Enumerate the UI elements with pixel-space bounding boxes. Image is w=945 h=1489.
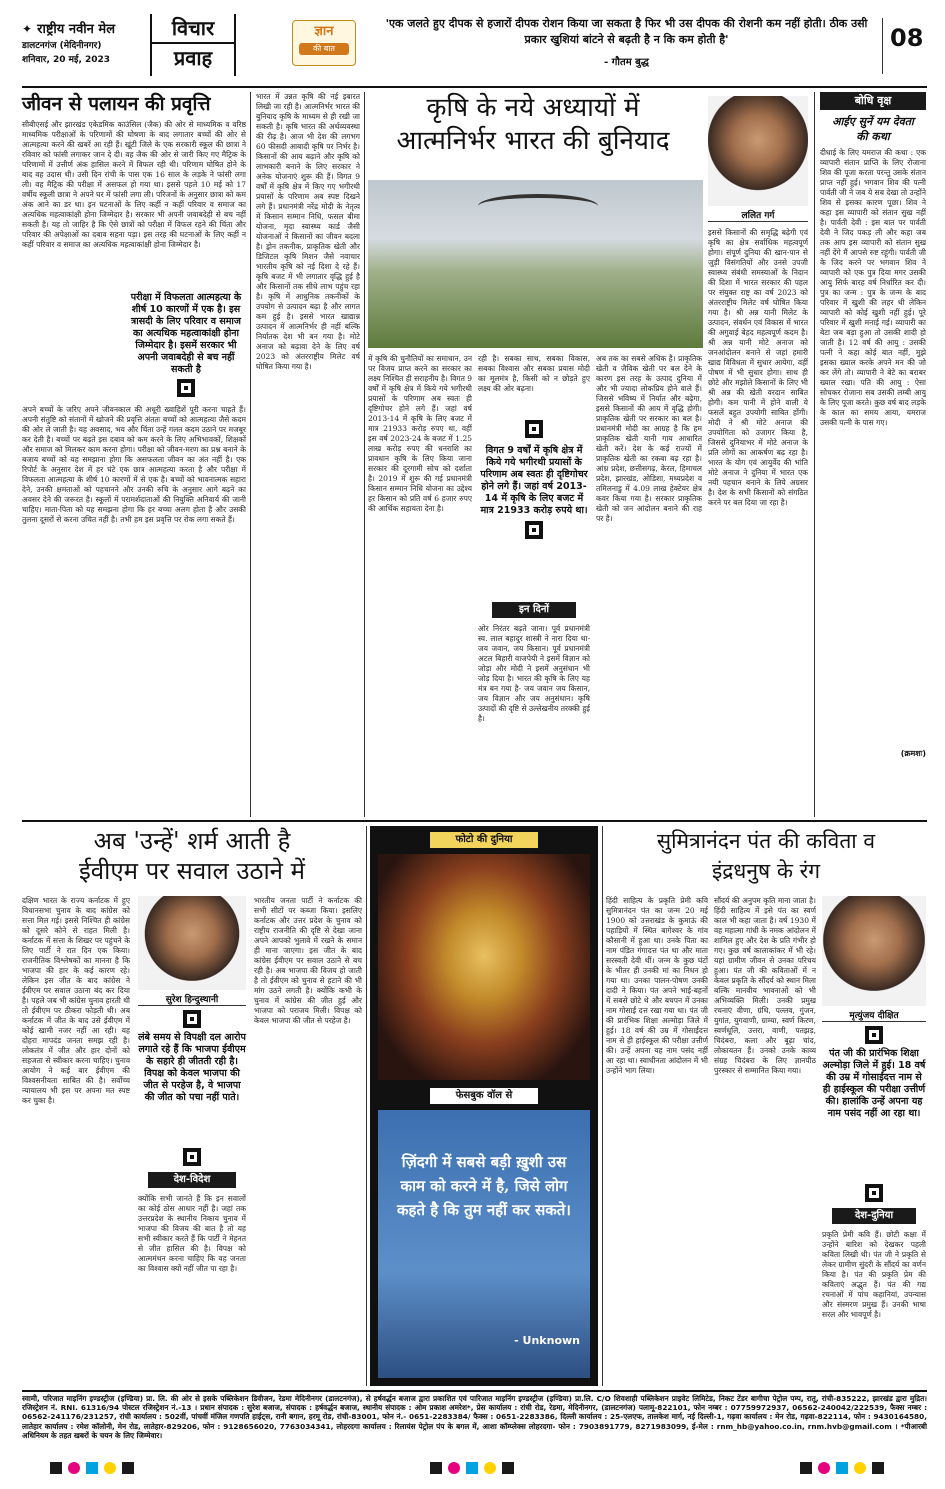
color-dot xyxy=(502,1462,514,1474)
color-dots-mid xyxy=(430,1462,514,1474)
pant-headline-1: सुमित्रानंदन पंत की कविता व xyxy=(656,829,876,853)
sidebar-title-2: की कथा xyxy=(856,130,890,143)
masthead xyxy=(0,0,945,88)
evm-author-name: सुरेश हिन्दुस्थानी xyxy=(138,992,246,1006)
sidebar-title-1: आईए सुनें यम देवता xyxy=(832,115,914,128)
color-dot xyxy=(854,1462,866,1474)
bird-icon: ✦ xyxy=(22,22,33,36)
pant-col-a: हिंदी साहित्य के प्रकृति प्रेमी कवि सुमित्रानंदन पंत का जन्म 20 मई 1900 को उत्तराखंड के कुमाऊं की पहाड़ियों में स्थित बागेश्वर के गांव कौसानी में हुआ था। उनके पिता का नाम पंडित गंगादत्त पंत था और माता सरस्वती देवी थीं। जन्म के कुछ घंटों के भीतर ही उनकी मां का निधन हो गया था। उनका पालन-पोषण उनकी दादी ने किया। पंत अपने भाई-बहनों में सबसे छोटे थे और बचपन में उनका नाम गोसाईं दत्त रखा गया था। पंत जी की प्रारंभिक शिक्षा अल्मोड़ा जिले में हुई। 18 वर्ष की उम्र में गोसाईंदत्त नाम से ही हाईस्कूल की परीक्षा उत्तीर्ण की। उन्हें अपना यह नाम पसंद नहीं आ रहा था। स्वाधीनता आंदोलन में भी उन्होंने भाग लिया। xyxy=(606,896,708,1075)
agri-pull-quote-text: विगत 9 वर्षों में कृषि क्षेत्र में किये गये भगीरथी प्रयासों के परिणाम अब स्वतः ही दृष्टिगोचर होने लगे हैं। जहां वर्ष 2013-14 में कृषि के लिए बजट में मात्र 21933 करोड़ रुपये था। xyxy=(480,445,588,516)
facebook-wall-label: फेसबुक वॉल से xyxy=(430,1088,538,1104)
bullet-square-icon xyxy=(525,521,543,539)
pant-headline-2: इंद्रधनुष के रंग xyxy=(711,859,821,883)
evm-col-a: दक्षिण भारत के राज्य कर्नाटक में हुए विधानसभा चुनाव के बाद कांग्रेस को सत्ता मिल गई। इससे निश्चित ही कांग्रेस को दूसरे कोने से राहत मिली है। कर्नाटक में सत्ता के शिखर पर पहुंचने के लिए पार्टी ने रात दिन एक किया। राजनीतिक विश्लेषकों का मानना है कि भाजपा की हार के कई कारण रहे। लेकिन इस जीत के बाद कांग्रेस ने ईवीएम पर सवाल उठाना बंद कर दिया है। पहले जब भी कांग्रेस चुनाव हारती थी तो ईवीएम पर ठीकरा फोड़ती थी। अब कर्नाटक में जीत के बाद उसे ईवीएम में कोई खामी नजर नहीं आ रही। यह दोहरा मापदंड जनता समझ रही है। लोकतंत्र में जीत और हार दोनों को सहजता से स्वीकार करना चाहिए। चुनाव आयोग ने कई बार ईवीएम की विश्वसनीयता साबित की है। सर्वोच्च न्यायालय भी इस पर अपना मत स्पष्ट कर चुका है। xyxy=(22,896,130,1105)
bullet-square-icon xyxy=(183,1010,201,1028)
gyan-ki-baat-badge xyxy=(292,20,356,66)
color-dot xyxy=(68,1462,80,1474)
evm-headline-1: अब 'उन्हें' शर्म आती है xyxy=(93,827,291,855)
desh-duniya-tag: देश-दुनिया xyxy=(832,1208,916,1224)
bullet-square-icon xyxy=(525,420,543,438)
bullet-square-icon xyxy=(865,1026,883,1044)
agri-col-a: में कृषि की चुनौतियों का समाधान, उन पर विजय प्राप्त करने का सरकार का लक्ष्य निश्चित ही सराहनीय है। विगत 9 वर्षों में कृषि क्षेत्र में किये गये भगीरथी प्रयासों के परिणाम अब स्वतः ही दृष्टिगोचर होने लगे हैं। जहां वर्ष 2013-14 में कृषि के लिए बजट में मात्र 21933 करोड़ रुपए था, वहीं इस वर्ष 2023-24 के बजट में 1.25 लाख करोड़ रुपए की धनराशि का प्रावधान कृषि के लिए किया जाना सरकार की दूरगामी सोच को दर्शाता है। 2019 में शुरू की गई प्रधानमंत्री किसान सम्मान निधि योजना का उद्देश्य हर किसान को प्रति वर्ष 6 हजार रुपए की आर्थिक सहायता देना है। xyxy=(368,354,472,513)
facebook-quote-card xyxy=(378,1110,590,1378)
color-dot xyxy=(800,1462,812,1474)
drone-icon xyxy=(478,194,598,218)
sidebar-body: दीधाई के लिए यमराज की कथा : एक व्यापारी संतान प्राप्ति के लिए रोजाना शिव की पूजा करता परन्तु उसके संतान प्राप्त नहीं हुई। भगवान शिव की पत्नी पार्वती जी ने जब ये सब देखा तो उन्होंने शिव से इसका कारण पूछा। शिव ने कहा इस व्यापारी को संतान सुख नहीं है। पार्वती देवी : इस बात पर पार्वती देवी ने जिद पकड़ ली और कहा जब तक आप इस व्यापारी को संतान सुख नहीं देंगे मैं आपसे रुष्ट रहूंगी। पार्वती जी के जिद करने पर भगवान शिव ने व्यापारी को एक पुत्र दिया मगर उसकी आयु सिर्फ बारह वर्ष निर्धारित कर दी। पुत्र का जन्म : पुत्र के जन्म के बाद परिवार में खुशी की लहर थी लेकिन व्यापारी को कोई खुशी नहीं हुई। पूरे परिवार में खुशी मनाई गई। व्यापारी का बेटा जब बड़ा हुआ तो उसकी शादी हो जाती है। 12 वर्ष की आयु : उसकी पत्नी ने कहा कोई बात नहीं, मुझे इसका ख्याल करके अपने मन की जो कर लेंगे तो। व्यापारी ने बेटे का बराबर ख्याल रखा। पति की आयु : ऐसा सोचकर रोजाना सब उसकी लम्बी आयु के लिए पूजा करते। कुछ वर्ष बाद लड़के के काल का समय आया, यमराज उसकी पत्नी के पास गए। xyxy=(820,148,926,427)
pull-quote-text: परीक्षा में विफलता आत्महत्या के शीर्ष 10 कारणों में एक है। इस त्रासदी के लिए परिवार व समाज का अत्यधिक महत्वाकांक्षी होना जिम्मेदार है। इसमें सरकार भी अपनी जवाबदेही से बच नहीं सकती है xyxy=(130,292,242,375)
sidebar-header: बोधि वृक्ष xyxy=(820,92,926,110)
agri-col-b-top: रही है। सबका साथ, सबका विकास, सबका विश्वास और सबका प्रयास मोदी का मूलमंत्र है, किसी को न छोड़ते हुए लक्ष्य की ओर बढ़ना। xyxy=(478,354,590,393)
registration-color-bar xyxy=(0,1456,945,1486)
masthead-quote: 'एक जलते हुए दीपक से हजारों दीपक रोशन किया जा सकता है फिर भी उस दीपक की रोशनी कम नहीं होती। ठीक उसी प्रकार खुशियां बांटने से बढ़ती है न कि कम होती है' xyxy=(385,17,868,46)
color-dots-right xyxy=(800,1462,884,1474)
bullet-square-icon xyxy=(183,1148,201,1166)
photo-world xyxy=(370,826,598,1386)
edition-line: डालटनगंज (मेदिनीनगर) xyxy=(22,41,102,51)
author-name: ललित गर्ग xyxy=(708,208,808,222)
color-dot xyxy=(430,1462,442,1474)
facebook-quote-text: ज़िंदगी में सबसे बड़ी ख़ुशी उस काम को करने में है, जिसे लोग कहते है कि तुम नहीं कर सकते। xyxy=(397,1153,571,1219)
article-body-1: सीबीएसई और झारखंड एकेडमिक काउंसिल (जैक) की ओर से माध्यमिक व वरिष्ठ माध्यमिक परीक्षाओं के परिणामों की घोषणा के बाद लगातार बच्चों की ओर से आत्महत्या करने की खबरें आ रही हैं। खूंटी जिले के एक सरकारी स्कूल की छात्रा ने रविवार को फांसी लगाकर जान दे दी। वह जैक की ओर से जारी किए गए मैट्रिक के परिणामों में उत्तीर्ण अंक हासिल करने में विफल रही थी। परिणाम घोषित होने के बाद वह उदास थी। उसी दिन रांची के पास एक 16 साल के लड़के ने फांसी लगा ली। वह मैट्रिक की परीक्षा में असफल हो गया था। इससे पहले 10 मई को 17 वर्षीय स्कूली छात्रा ने अपने घर में फांसी लगा ली। परिजनों के अनुसार छात्रा को कम अंक आने का डर था। इन घटनाओं के लिए कहीं न कहीं परिवार व समाज का अत्यधिक महत्वाकांक्षी होना जिम्मेदार है। सरकार भी अपनी जवाबदेही से बच नहीं सकती है। यह तो जाहिर है कि ऐसे छात्रों को परीक्षा में विफल रहने की चिंता और परिवार की अपेक्षाओं का दबाव सहना पड़ा। इस तरह की घटनाओं के लिए कहीं न कहीं परिवार व समाज का अत्यधिक महत्वाकांक्षी होना जिम्मेदार है। xyxy=(22,120,246,249)
pant-author-name: मृत्युंजय दीक्षित xyxy=(822,1008,926,1022)
agri-col-c: अब तक का सबसे अधिक है। प्राकृतिक खेती व जैविक खेती पर बल देने के कारण इस तरह के उत्पाद दुनिया में और भी ज्यादा लोकप्रिय होने वाले हैं। जिससे भविष्य में निर्यात और बढ़ेगा, इससे किसानों की आय में वृद्धि होगी। प्राकृतिक खेती पर सरकार का बल है। प्रधानमंत्री मोदी का आग्रह है कि हम प्राकृतिक खेती यानी गाय आधारित खेती करें। देश के कई राज्यों में प्राकृतिक खेती का रकबा बढ़ रहा है। आंध्र प्रदेश, छत्तीसगढ़, केरल, हिमाचल प्रदेश, झारखंड, ओडिशा, मध्यप्रदेश व तमिलनाडु में 4.09 लाख हेक्टेयर क्षेत्र कवर किया गया है। सरकार प्राकृतिक खेती को जन आंदोलन बनाने की राह पर है। xyxy=(596,354,702,523)
pull-quote-box xyxy=(126,292,246,401)
in-dinon-tag: इन दिनों xyxy=(492,602,576,618)
photo-world-label: फोटो की दुनिया xyxy=(430,832,538,848)
agri-pull-quote xyxy=(478,420,590,543)
color-dots-left xyxy=(50,1462,134,1474)
pant-pull-quote: पंत जी की प्रारंभिक शिक्षा अल्मोड़ा जिले में हुई। 18 वर्ष की उम्र में गोसाईंदत्त नाम से ही हाईस्कूल की परीक्षा उत्तीर्ण की। हालांकि उन्हें अपना यह नाम पसंद नहीं आ रहा था। xyxy=(822,1048,926,1119)
author-photo-lalit-garg xyxy=(708,96,808,206)
article-body-2: अपने बच्चों के जरिए अपने जीवनकाल की अधूरी ख्वाहिशें पूरी करना चाहते हैं। अपनी संतुष्टि को संतानों में खोजने की प्रवृत्ति अंततः बच्चों को आत्महत्या जैसे कदम की ओर ले जाती है। यह अवसाद, भय और चिंता उन्हें गलत कदम उठाने पर मजबूर कर देती है। बच्चों पर बढ़ते इस दबाव को कम करने के लिए अभिभावकों, शिक्षकों और समाज को मिलकर काम करना होगा। परीक्षा को जीवन-मरण का प्रश्न बनाने के बजाय बच्चों को यह समझाना होगा कि असफलता जीवन का अंत नहीं है। एक रिपोर्ट के अनुसार देश में हर घंटे एक छात्र आत्महत्या करता है और परीक्षा में विफलता आत्महत्या के शीर्ष 10 कारणों में से एक है। बच्चों को भावनात्मक सहारा देने, उनकी क्षमताओं को पहचानने और उनकी रुचि के अनुसार आगे बढ़ने का अवसर देने की जरूरत है। स्कूलों में परामर्शदाताओं की नियुक्ति अनिवार्य की जानी चाहिए। माता-पिता को यह समझना होगा कि हर बच्चा अलग होता है और उसकी तुलना दूसरों से करना उचित नहीं है। तभी हम इस प्रवृत्ति पर रोक लगा सकते हैं। xyxy=(22,405,246,524)
author-photo-suresh xyxy=(138,896,246,990)
masthead-quote-author: - गौतम बुद्ध xyxy=(604,57,649,68)
footer-imprint: स्वामी, परिजात माइनिंग इण्डस्ट्रीज (इण्डिया) प्रा. लि. की ओर से इसके पब्लिकेशन डिवीजन, रेडमा मेदिनीनगर (डालटनगंज), से हर्षवर्द्धन बजाज द्वारा प्रकाशित एवं पारिजात माइनिंग इण्डस्ट्रीज (इण्डिया) प्रा.लि. C/O शिवशाही पब्लिकेशन प्राइवेट लिमिटेड, निकट टेंडर बागीचा पेट्रोल पम्प, रातू, रांची-835222, झारखंड द्वारा मुद्रित। रजिस्ट्रेशन नं. RNI. 61316/94 पोस्टल रजिस्ट्रेशन नं.-13 । प्रधान संपादक : सुरेश बजाज, संपादक : हर्षवर्द्धन बजाज, स्थानीय संपादक : ओम प्रकाश अमरेश*, प्रेस कार्यालय : रांची रोड, रेडमा, मेदिनीनगर, (डालटनगंज) पलामू-822101, फोन नम्बर : 07759972937, 06562-240042/222539, फैक्स नम्बर : 06562-241176/231257, रांची कार्यालय : 502वीं, पांचवीं मंजिल गणपति हाईट्स, रानी बगान, हरमू रोड, रांची-83001, फोन नं.- 0651-2283384/ फैक्स : 0651-2283386, दिल्ली कार्यालय : 25-एलएफ, तालकेश मार्ग, नई दिल्ली-1, गढ़वा कार्यालय : मेन रोड, गढ़वा-822114, फोन : 9430164580, लातेहार कार्यालय : रमेश कॉलोनी, मेन रोड, लातेहार-829206, फोन : 9128656020, 7763034341, लोहरदगा कार्यालय : रिलायंस पेट्रोल पंप के बगल में, आशा कॉम्प्लेक्स लोहरदगा- फोन : 7903891779, 8271983099, ई-मेल : rnm_hb@yahoo.co.in, rnm.hvb@gmail.com । *पीआरबी अधिनियम के तहत खबरों के चयन के लिए जिम्मेवार। xyxy=(22,1394,927,1440)
color-dot xyxy=(104,1462,116,1474)
color-dot xyxy=(818,1462,830,1474)
pant-col-b: सौंदर्य की अनुपम कृति माना जाता है। हिंदी साहित्य में इसे पंत का स्वर्ण काल भी कहा जाता है। वर्ष 1930 में वह महात्मा गांधी के नमक आंदोलन में शामिल हुए और देश के प्रति गंभीर हो गए। कुछ वर्ष कालाकांकर में भी रहे। यहां ग्रामीण जीवन से उनका परिचय हुआ। पंत जी की कविताओं में न केवल प्रकृति के सौंदर्य को स्थान मिला बल्कि मानवीय भावनाओं को भी अभिव्यक्ति मिली। उनकी प्रमुख रचनाएं वीणा, ग्रंथि, पल्लव, गुंजन, युगांत, युगवाणी, ग्राम्या, स्वर्ण किरण, स्वर्णधूलि, उत्तरा, वाणी, पतझड़, चिदंबरा, कला और बूढ़ा चांद, लोकायतन हैं। उनको उनके काव्य संग्रह चिदंबरा के लिए ज्ञानपीठ पुरस्कार से सम्मानित किया गया। xyxy=(714,896,816,1075)
deity-photo xyxy=(378,854,590,1080)
color-dot xyxy=(836,1462,848,1474)
sidebar-continued: (क्रमशः) xyxy=(900,749,926,758)
pant-col-c: प्रकृति प्रेमी कवि हैं। छोटी कक्षा में उन्होंने बारिश को देखकर पहली कविता लिखी थी। पंत जी ने प्रकृति से लेकर ग्रामीण सुंदरी के सौंदर्य का वर्णन किया है। पंत की प्रकृति प्रेम की कविताएं अद्भुत हैं। पंत की गद्य रचनाओं में पांच कहानियां, उपन्यास और संस्मरण प्रमुख हैं। उनकी भाषा सरल और भावपूर्ण है। xyxy=(822,1230,926,1319)
date-line: शनिवार, 20 मई, 2023 xyxy=(22,55,111,65)
gyan-label: ज्ञान xyxy=(314,24,334,39)
agri-col-b-bottom: ओर निरंतर बढ़ते जाना। पूर्व प्रधानमंत्री स्व. लाल बहादुर शास्त्री ने नारा दिया था- जय जवान, जय किसान। पूर्व प्रधानमंत्री अटल बिहारी वाजपेयी ने इसमें विज्ञान को जोड़ा और मोदी ने इसमें अनुसंधान भी जोड़ दिया है। भारत की कृषि के लिए यह मंत्र बन गया है- जय जवान जय किसान, जय विज्ञान और जय अनुसंधान। कृषि उत्पादों की दृष्टि से उल्लेखनीय तरक्की हुई है। xyxy=(478,624,590,723)
color-dot xyxy=(86,1462,98,1474)
desh-videsh-tag: देश-विदेश xyxy=(148,1172,236,1188)
paper-name: राष्ट्रीय नवीन मेल xyxy=(37,22,116,37)
bodhi-vriksh-sidebar xyxy=(820,92,926,817)
color-dot xyxy=(50,1462,62,1474)
color-dot xyxy=(484,1462,496,1474)
section-box xyxy=(150,14,236,76)
article-pant xyxy=(606,826,926,1386)
evm-col-c: भारतीय जनता पार्टी ने कर्नाटक की सभी सीटों पर कब्जा किया। इसलिए कर्नाटक और उत्तर प्रदेश के चुनाव को राष्ट्रीय राजनीति की दृष्टि से देखा जाना अपने आपको भुलावे में रखने के समान ही माना जाएगा। इस जीत के बाद कांग्रेस ईवीएम पर सवाल उठाने से बच रही है। अब भाजपा की विजय हो जाती है तो ईवीएम को चुनाव से हटाने की भी मांग उठने लगती है। क्योंकि कभी के चुनाव में कांग्रेस की जीत हुई और भाजपा को पराजय मिली। विपक्ष को केवल भाजपा की जीत से परहेज है। xyxy=(254,896,362,1025)
agri-headline-2: आत्मनिर्भर भारत की बुनियाद xyxy=(396,126,670,156)
page-number: 08 xyxy=(890,24,924,52)
evm-col-b-bottom: क्योंकि सभी जानते हैं कि इन सवालों का कोई ठोस आधार नहीं है। जहां तक उत्तरप्रदेश के स्थानीय निकाय चुनाव में भाजपा की विजय की बात है तो यह सभी स्वीकार करते हैं कि पार्टी ने मेहनत से जीत हासिल की है। विपक्ष को आत्ममंथन करना चाहिए कि वह जनता का विश्वास क्यों नहीं जीत पा रहा है। xyxy=(138,1194,246,1273)
author-photo-mrityunjay xyxy=(822,896,926,1006)
evm-headline-2: ईवीएम पर सवाल उठाने में xyxy=(79,857,305,885)
color-dot xyxy=(122,1462,134,1474)
color-dot xyxy=(466,1462,478,1474)
color-dot xyxy=(448,1462,460,1474)
paper-logo xyxy=(22,18,122,37)
agri-col-d: इससे किसानों की समृद्धि बढ़ेगी एवं कृषि का क्षेत्र सर्वाधिक महत्वपूर्ण होगा। संपूर्ण दुनिया की खान-पान से जुड़ी विसंगतियों और उनसे उपजी स्वास्थ्य संबंधी समस्याओं के निदान की दिशा में भारत सरकार की पहल पर संयुक्त राष्ट्र का वर्ष 2023 को अंतरराष्ट्रीय मिलेट वर्ष घोषित किया गया है। श्री अन्न यानी मिलेट के उत्पादन, संवर्धन एवं विकास में भारत की अगुवाई बेहद महत्वपूर्ण कदम है। श्री अन्न यानी मोटे अनाज को जनआंदोलन बनाने से जहां हमारी खाद्य विविधता में सुधार आयेगा, वहीं पोषण में भी सुधार होगा। साथ ही छोटे और मझोले किसानों के लिए भी श्री अन्न की खेती वरदान साबित होगी। कम पानी में होने वाली ये फसलें बहुत उपयोगी साबित होंगी। मोदी ने श्री मोटे अनाज की उपयोगिता को उजागर किया है, जिससे दुनियाभर में मोटे अनाज के प्रति लोगों का आकर्षण बढ़ रहा है। भारत के योग एवं आयुर्वेद की भांति मोटे अनाज ने दुनिया में भारत एक नयी पहचान बनाने के लिये अग्रसर है। देश के सभी किसानों को संगठित करने पर बल दिया जा रहा है। xyxy=(708,228,808,507)
facebook-quote-author: - Unknown xyxy=(514,1334,580,1347)
color-dot xyxy=(872,1462,884,1474)
section-title-vichar: विचार xyxy=(171,16,215,40)
article-suicide-trend xyxy=(22,92,246,817)
agri-article-col-left: भारत में उन्नत कृषि की नई इबारत लिखी जा रही है। आत्मनिर्भर भारत की बुनियाद कृषि के माध्यम से ही रखी जा सकती है। कृषि भारत की अर्थव्यवस्था की रीढ़ है। आज भी देश की लगभग 60 फीसदी आबादी कृषि पर निर्भर है। किसानों की आय बढ़ाने और कृषि को लाभकारी बनाने के लिए सरकार ने अनेक योजनाएं शुरू की हैं। विगत 9 वर्षों में कृषि क्षेत्र में किए गए भगीरथी प्रयासों के परिणाम अब स्पष्ट दिखने लगे हैं। प्रधानमंत्री नरेंद्र मोदी के नेतृत्व में किसान सम्मान निधि, फसल बीमा योजना, मृदा स्वास्थ्य कार्ड जैसी योजनाओं ने किसानों का जीवन बदला है। ड्रोन तकनीक, प्राकृतिक खेती और डिजिटल कृषि मिशन जैसे नवाचार भारतीय कृषि को नई दिशा दे रहे हैं। कृषि बजट में भी लगातार वृद्धि हुई है और किसानों तक सीधे लाभ पहुंच रहा है। कृषि में आधुनिक तकनीकों के उपयोग से उत्पादन बढ़ा है और लागत कम हुई है। इससे भारत खाद्यान्न उत्पादन में आत्मनिर्भर ही नहीं बल्कि निर्यातक देश भी बन गया है। मोटे अनाज को बढ़ावा देने के लिए वर्ष 2023 को अंतरराष्ट्रीय मिलेट वर्ष घोषित किया गया है। xyxy=(256,92,360,371)
bullet-square-icon xyxy=(865,1184,883,1202)
evm-pull-quote: लंबे समय से विपक्षी दल आरोप लगाते रहे हैं कि भाजपा ईवीएम के सहारे ही जीतती रही है। विपक्ष को केवल भाजपा की जीत से परहेज है, वे भाजपा की जीत को पचा नहीं पाते। xyxy=(138,1032,246,1103)
article-evm xyxy=(22,826,362,1386)
section-title-pravah: प्रवाह xyxy=(152,42,234,72)
agri-article xyxy=(368,92,808,817)
agri-headline-1: कृषि के नये अध्यायों में xyxy=(426,93,640,123)
bullet-square-icon xyxy=(177,379,195,397)
drone-farm-photo xyxy=(368,180,703,348)
article-headline: जीवन से पलायन की प्रवृत्ति xyxy=(22,93,211,115)
gyan-sub-label: की बात xyxy=(299,43,349,55)
